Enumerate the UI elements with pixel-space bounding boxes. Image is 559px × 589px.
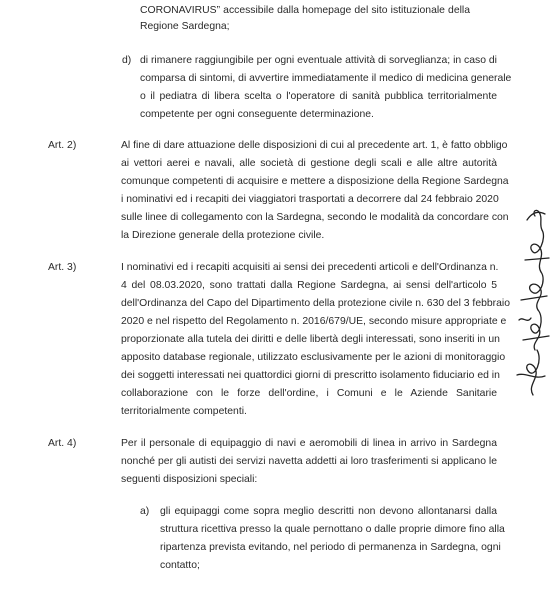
art2-line: i nominativi ed i recapiti dei viaggiatori trasportati a decorrere dal 24 febbraio 2020 [121,194,499,205]
list-marker-a: a) [140,506,150,517]
item-a-line: gli equipaggi come sopra meglio descritti non devono allontanarsi dalla [160,506,497,517]
art2-line: ai vettori aerei e navali, alle società di gestione degli scali e alle altre autorità [121,158,497,169]
art4-line: Per il personale di equipaggio di navi e aeromobili di linea in arrivo in Sardegna [121,438,497,449]
art3-line: apposito database regionale, utilizzato esclusivamente per le azioni di monitoraggio [121,352,506,363]
art2-line: la Direzione generale della protezione civile. [121,230,325,241]
item-a-line: contatto; [160,560,200,571]
item-d-line: comparsa di sintomi, di avvertire immediatamente il medico di medicina generale [140,73,512,84]
art3-line: dell'Ordinanza del Capo del Dipartimento della protezione civile n. 630 del 3 febbraio [121,298,510,309]
item-a-line: struttura ricettiva presso la quale pernottano o dalle proprie dimore fino alla [160,524,505,535]
art3-line: 4 del 08.03.2020, sono trattati dalla Regione Sardegna, ai sensi dell'articolo 5 [121,280,497,291]
art2-line: comunque competenti di acquisire e mettere a disposizione della Regione Sardegna [121,176,509,187]
intro-line: CORONAVIRUS” accessibile dalla homepage del sito istituzionale della [140,5,470,16]
art3-line: I nominativi ed i recapiti acquisiti ai sensi dei precedenti articoli e dell'Ordinanza n. [121,262,499,273]
art3-line: 2020 e nel rispetto del Regolamento n. 2016/679/UE, secondo misure appropriate e [121,316,507,327]
art3-line: territorialmente competenti. [121,406,247,417]
art3-line: proporzionate alla tutela dei diritti e delle libertà degli interessati, sono inseriti in un [121,334,500,345]
item-a-line: ripartenza prevista evitando, nel periodo di permanenza in Sardegna, ogni [160,542,501,553]
art2-line: Al fine di dare attuazione delle disposizioni di cui al precedente art. 1, è fatto obbligo [121,140,508,151]
art2-line: sulle linee di collegamento con la Sardegna, secondo le modalità da concordare con [121,212,509,223]
article-label: Art. 3) [48,262,77,273]
art3-line: dei soggetti interessati nei quattordici giorni di prescritto isolamento fiduciario ed in [121,370,500,381]
article-label: Art. 2) [48,140,77,151]
list-marker-d: d) [122,55,132,66]
item-d-line: di rimanere raggiungibile per ogni eventuale attività di sorveglianza; in caso di [140,55,497,66]
art4-line: nonché per gli autisti dei servizi navetta addetti ai loro trasferimenti si applicano le [121,456,497,467]
item-d-line: o il pediatra di libera scelta o l'operatore di sanità pubblica territorialmente [140,91,497,102]
article-label: Art. 4) [48,438,77,449]
intro-line: Regione Sardegna; [140,21,230,32]
handwritten-signature-icon [505,200,555,400]
art4-line: seguenti disposizioni speciali: [121,474,258,485]
art3-line: collaborazione con le forze dell'ordine, i Comuni e le Aziende Sanitarie [121,388,497,399]
item-d-line: competente per ogni conseguente determinazione. [140,109,374,120]
